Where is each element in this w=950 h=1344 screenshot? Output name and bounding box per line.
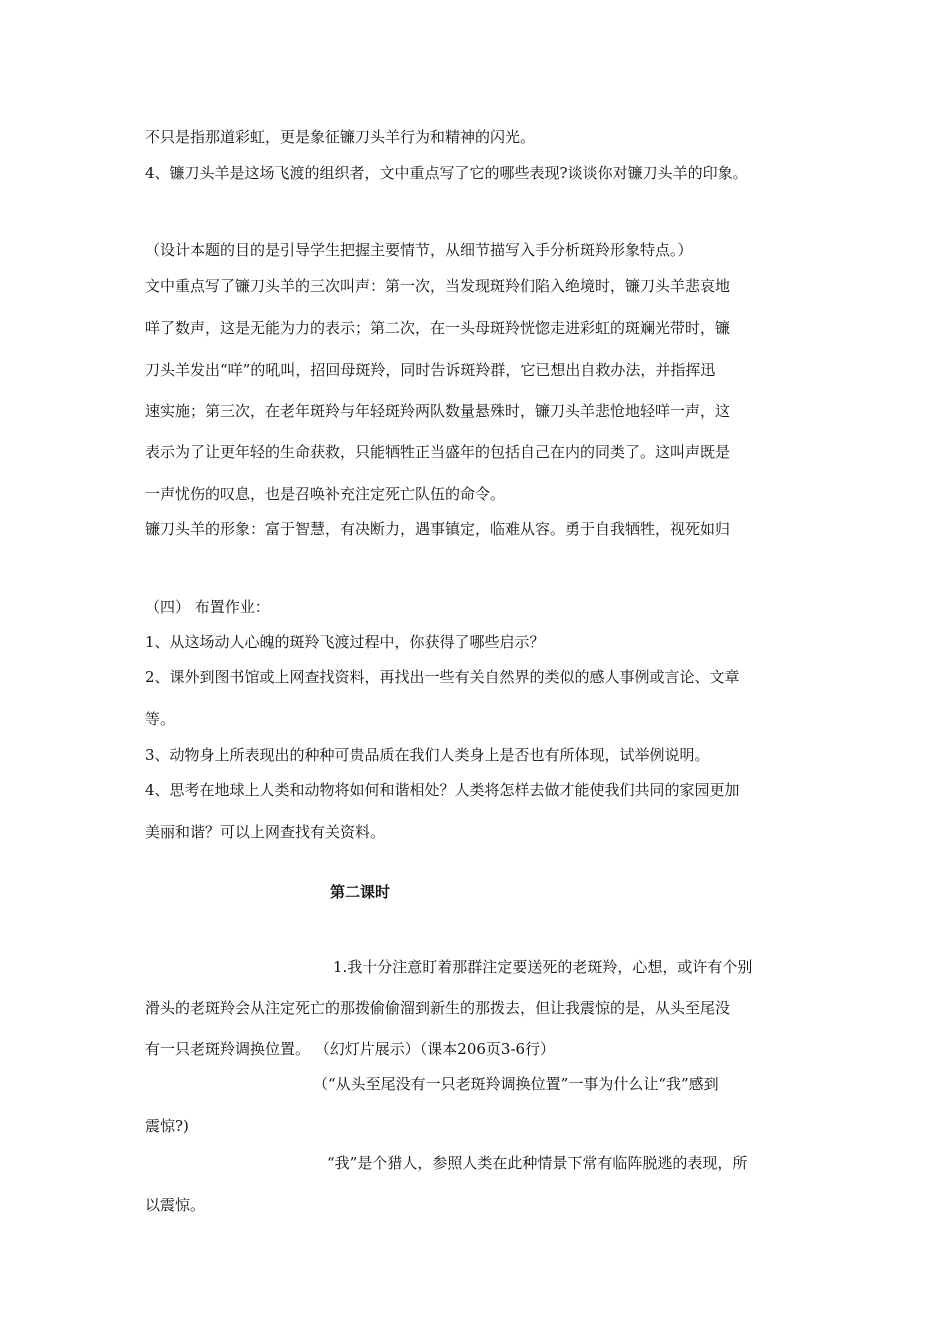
answer-line: 一声忧伤的叹息，也是召唤补充注定死亡队伍的命令。 bbox=[145, 485, 506, 503]
answer-line: 咩了数声，这是无能为力的表示；第二次，在一头母斑羚恍惚走进彩虹的斑斓光带时，镰 bbox=[145, 319, 731, 337]
lesson-title: 第二课时 bbox=[330, 883, 391, 901]
homework-item: 1、从这场动人心魄的斑羚飞渡过程中，你获得了哪些启示？ bbox=[145, 633, 545, 651]
answer-line: 文中重点写了镰刀头羊的三次叫声：第一次，当发现斑羚们陷入绝境时，镰刀头羊悲哀地 bbox=[145, 277, 731, 295]
question-4-line: 4、镰刀头羊是这场飞渡的组织者，文中重点写了它的哪些表现?谈谈你对镰刀头羊的印象。 bbox=[145, 164, 748, 182]
quote-line: 有一只老斑羚调换位置。 （幻灯片展示）（课本206页3-6行） bbox=[145, 1040, 556, 1058]
homework-item-continued: 等。 bbox=[145, 710, 176, 728]
homework-item: 3、动物身上所表现出的种种可贵品质在我们人类身上是否也有所体现，试举例说明。 bbox=[145, 746, 710, 764]
homework-item-continued: 美丽和谐？可以上网查找有关资料。 bbox=[145, 823, 386, 841]
question-line: （“从头至尾没有一只老斑羚调换位置”一事为什么让“我”感到 bbox=[313, 1075, 719, 1093]
design-note-line: （设计本题的目的是引导学生把握主要情节，从细节描写入手分析斑羚形象特点。） bbox=[145, 241, 693, 259]
answer-line-continued: 以震惊。 bbox=[145, 1196, 206, 1214]
answer-line: 速实施；第三次，在老年斑羚与年轻斑羚两队数量悬殊时，镰刀头羊悲怆地轻咩一声，这 bbox=[145, 402, 731, 420]
answer-line: 刀头羊发出“咩”的吼叫，招回母斑羚，同时告诉斑羚群，它已想出自救办法，并指挥迅 bbox=[145, 361, 716, 379]
answer-line: 表示为了让更年轻的生命获救，只能牺牲正当盛年的包括自己在内的同类了。这叫声既是 bbox=[145, 443, 731, 461]
homework-heading: （四） 布置作业： bbox=[145, 598, 270, 616]
question-line-continued: 震惊?) bbox=[145, 1117, 189, 1135]
quote-line: 滑头的老斑羚会从注定死亡的那拨偷偷溜到新生的那拨去，但让我震惊的是，从头至尾没 bbox=[145, 999, 731, 1017]
answer-line: “我”是个猎人，参照人类在此种情景下常有临阵脱逃的表现，所 bbox=[327, 1154, 748, 1172]
homework-item: 4、思考在地球上人类和动物将如何和谐相处？人类将怎样去做才能使我们共同的家园更加 bbox=[145, 781, 740, 799]
quote-line: 1.我十分注意盯着那群注定要送死的老斑羚，心想，或许有个别 bbox=[333, 958, 753, 976]
image-summary-line: 镰刀头羊的形象：富于智慧，有决断力，遇事镇定，临难从容。勇于自我牺牲，视死如归 bbox=[145, 520, 731, 538]
paragraph-line: 不只是指那道彩虹，更是象征镰刀头羊行为和精神的闪光。 bbox=[145, 128, 536, 146]
homework-item: 2、课外到图书馆或上网查找资料，再找出一些有关自然界的类似的感人事例或言论、文章 bbox=[145, 668, 740, 686]
